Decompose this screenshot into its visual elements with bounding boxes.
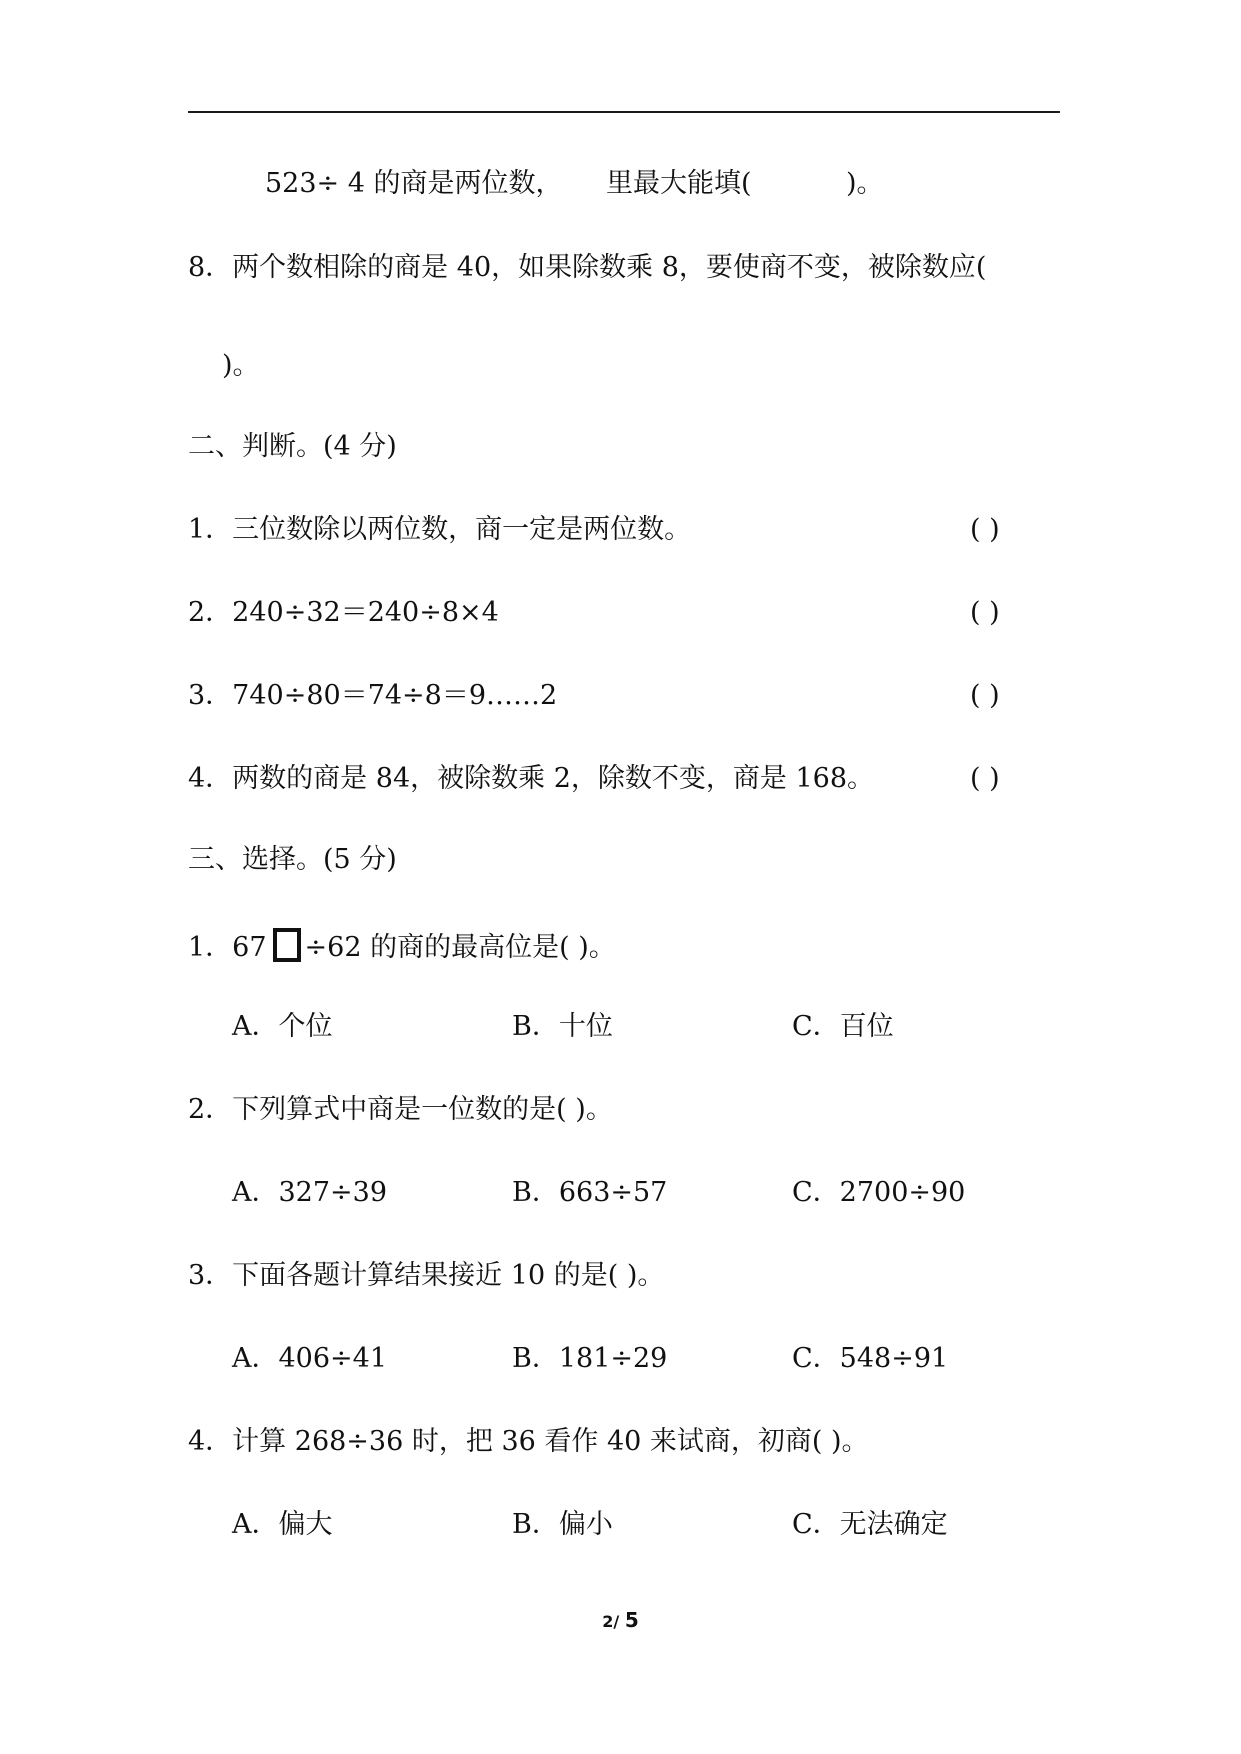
choice-q4-option-b[interactable]: B．偏小 [512, 1509, 613, 1540]
judge-bracket-2[interactable]: ( ) [970, 597, 1000, 628]
choice-q3-option-a[interactable]: A．406÷41 [232, 1343, 388, 1374]
choice-q3-option-b[interactable]: B．181÷29 [512, 1343, 668, 1374]
judge-bracket-4[interactable]: ( ) [970, 763, 1000, 794]
section3-title: 三、选择。(5 分) [188, 844, 397, 875]
choice-q2-option-b[interactable]: B．663÷57 [512, 1177, 668, 1208]
blank-box[interactable] [273, 928, 301, 962]
choice-q2-option-c[interactable]: C．2700÷90 [792, 1177, 966, 1208]
q7-close: )。 [846, 168, 884, 199]
page-separator: / [613, 1612, 625, 1631]
section2-title: 二、判断。(4 分) [188, 431, 397, 462]
q7-text-a: 523÷ 4 的商是两位数， [265, 168, 563, 199]
q8-close: )。 [222, 350, 260, 381]
choice-q1-option-c[interactable]: C．百位 [792, 1011, 894, 1042]
choice-q1-option-a[interactable]: A．个位 [232, 1011, 333, 1042]
judge-bracket-1[interactable]: ( ) [970, 514, 1000, 545]
q7-text-b: 里最大能填( [606, 168, 752, 199]
page-total: 5 [624, 1608, 639, 1632]
choice-q2: 2．下列算式中商是一位数的是( )。 [188, 1094, 613, 1125]
choice-q4-option-c[interactable]: C．无法确定 [792, 1509, 948, 1540]
choice-q1 [188, 928, 616, 965]
judge-item-1: 1．三位数除以两位数，商一定是两位数。 [188, 514, 692, 545]
choice-q4-option-a[interactable]: A．偏大 [232, 1509, 333, 1540]
judge-item-3: 3．740÷80＝74÷8＝9……2 [188, 680, 558, 711]
choice-q2-option-a[interactable]: A．327÷39 [232, 1177, 388, 1208]
choice-q3-option-c[interactable]: C．548÷91 [792, 1343, 949, 1374]
choice-q4: 4．计算 268÷36 时，把 36 看作 40 来试商，初商( )。 [188, 1426, 869, 1457]
judge-item-2: 2．240÷32＝240÷8×4 [188, 597, 499, 628]
page-number [0, 1608, 1241, 1632]
q8-text: 8．两个数相除的商是 40，如果除数乘 8，要使商不变，被除数应( [188, 252, 987, 283]
choice-q1-prefix: 1．67 [188, 932, 267, 963]
choice-q1-suffix: ÷62 的商的最高位是( )。 [304, 932, 616, 963]
choice-q3: 3．下面各题计算结果接近 10 的是( )。 [188, 1260, 665, 1291]
judge-item-4: 4．两数的商是 84，被除数乘 2，除数不变，商是 168。 [188, 763, 874, 794]
page-current: 2 [602, 1612, 614, 1631]
judge-bracket-3[interactable]: ( ) [970, 680, 1000, 711]
header-rule [188, 111, 1060, 113]
choice-q1-option-b[interactable]: B．十位 [512, 1011, 613, 1042]
